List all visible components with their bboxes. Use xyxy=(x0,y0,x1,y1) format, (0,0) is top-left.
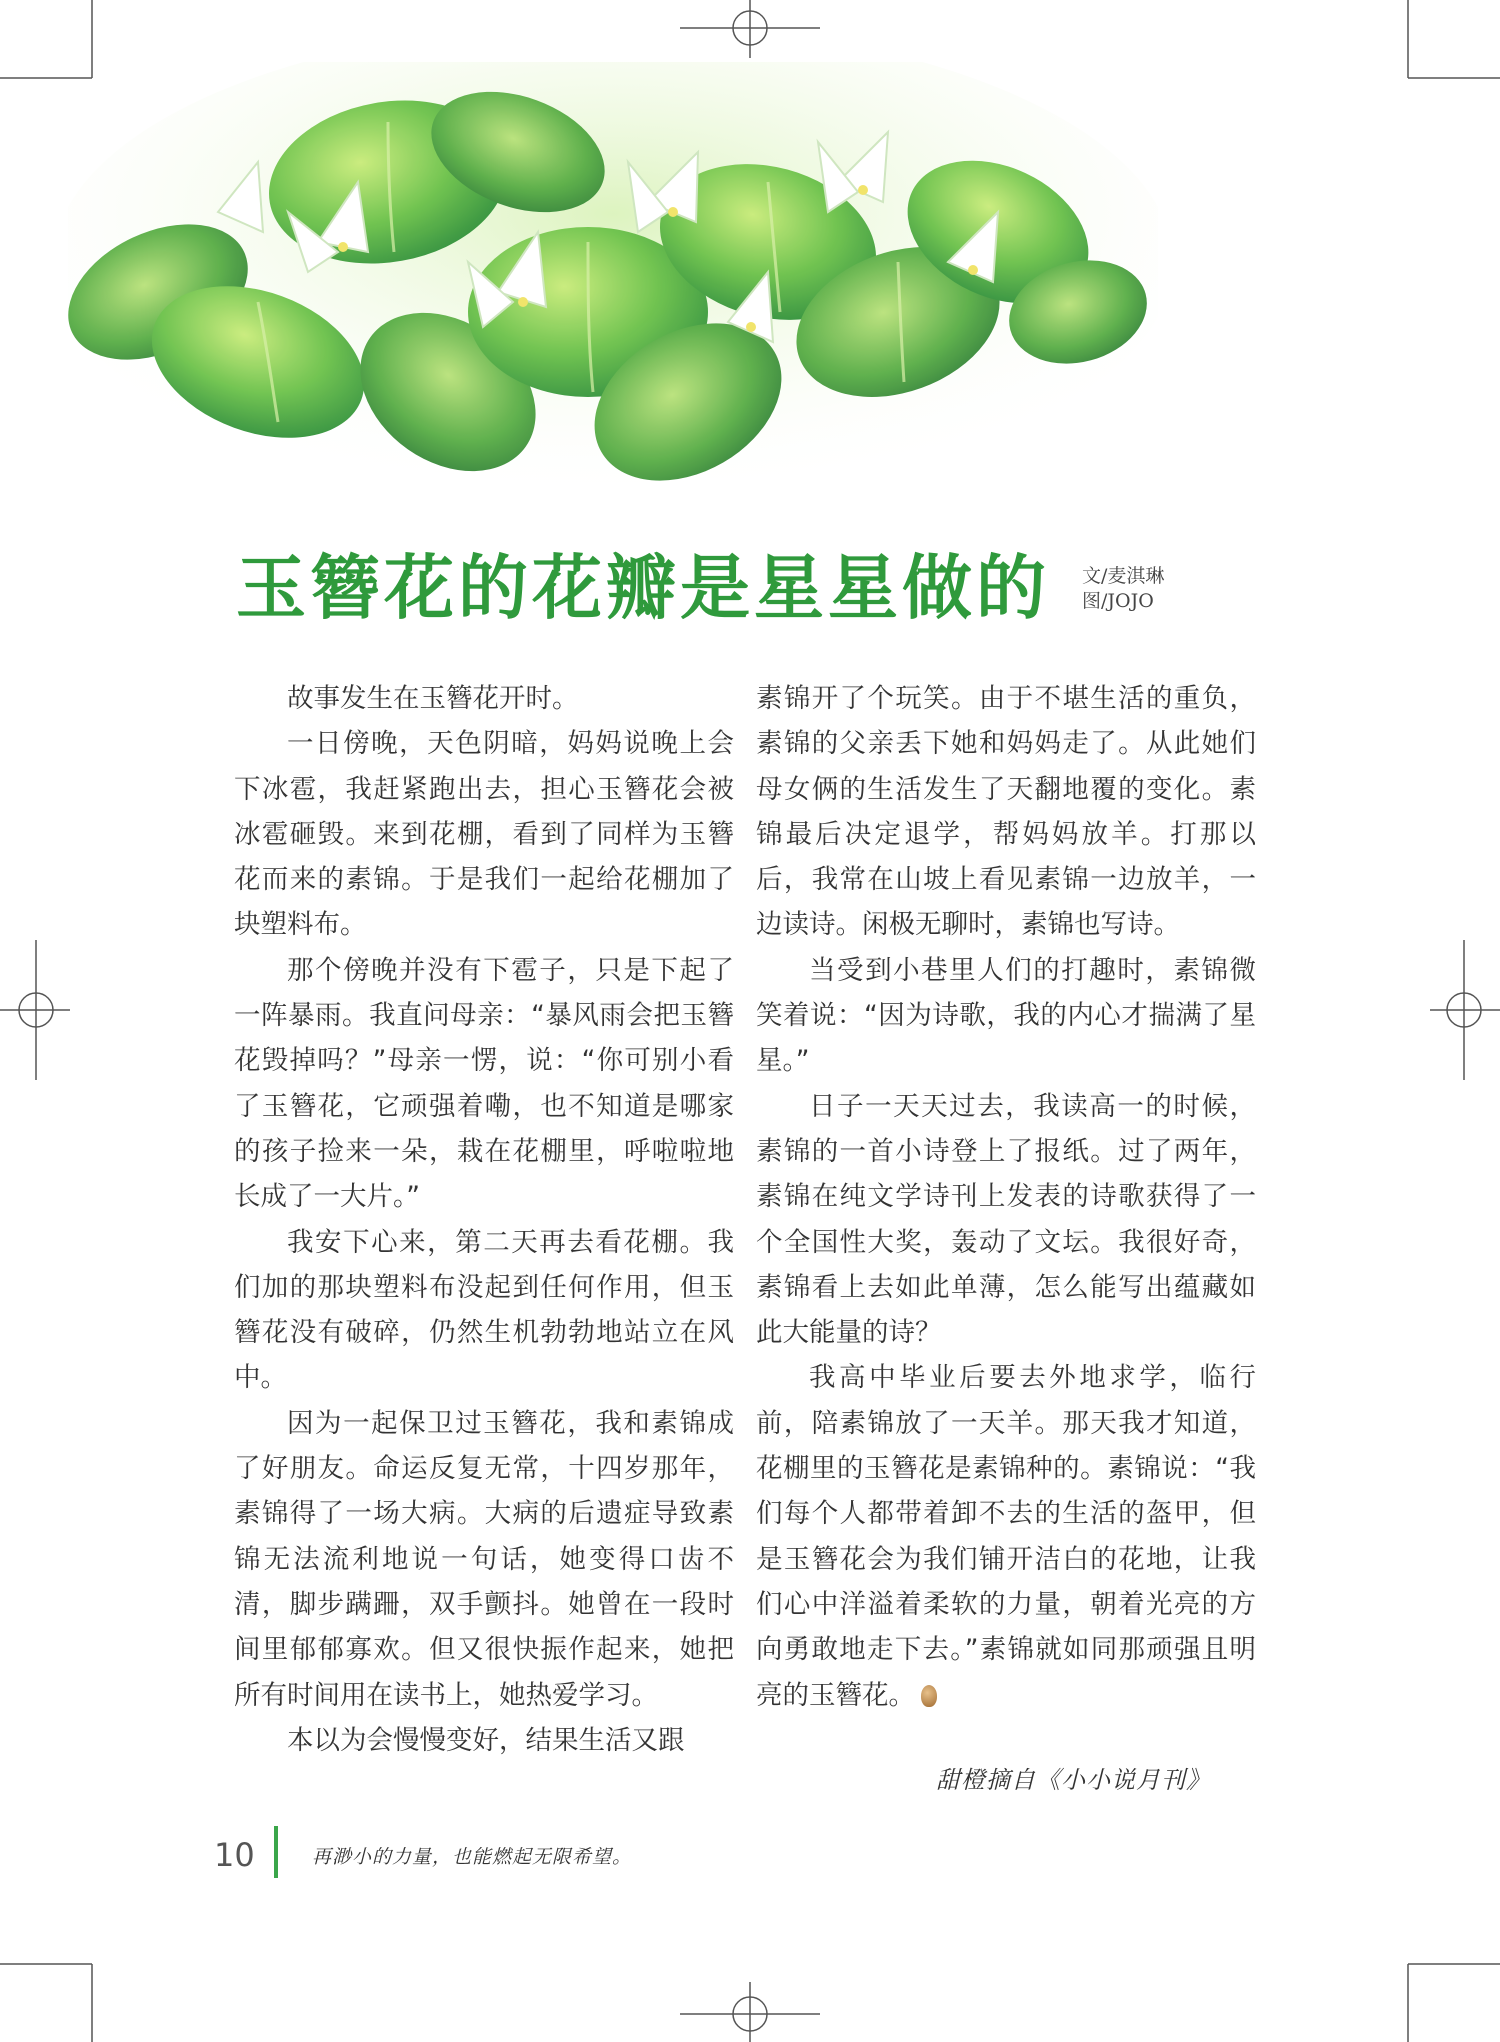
registration-mark-left xyxy=(0,940,70,1080)
final-paragraph-text: 我高中毕业后要去外地求学，临行前，陪素锦放了一天羊。那天我才知道，花棚里的玉簪花是素锦种的。素锦说：“我们每个人都带着卸不去的生活的盔甲，但是玉簪花会为我们铺开洁白的花地，让我们心中洋溢着柔软的力量，朝着光亮的方向勇敢地走下去。”素锦就如同那顽强且明亮的玉簪花。 xyxy=(756,1362,1256,1711)
paragraph: 日子一天天过去，我读高一的时候，素锦的一首小诗登上了报纸。过了两年，素锦在纯文学诗刊上发表的诗歌获得了一个全国性大奖，轰动了文坛。我很好奇，素锦看上去如此单薄，怎么能写出蕴藏如此大能量的诗？ xyxy=(756,1090,1256,1349)
paragraph: 当受到小巷里人们的打趣时，素锦微笑着说：“因为诗歌，我的内心才揣满了星星。” xyxy=(756,954,1256,1077)
paragraph-final xyxy=(756,1355,1256,1717)
illustrator-credit: 图/JOJO xyxy=(1082,590,1154,612)
crop-mark-top-right xyxy=(1400,0,1500,100)
title-block xyxy=(236,548,1186,628)
crop-mark-bottom-right xyxy=(1400,1942,1500,2042)
article-column-right xyxy=(756,676,1256,1718)
footer-motto: 再渺小的力量，也能燃起无限希望。 xyxy=(312,1846,633,1868)
source-credit: 甜橙摘自《小小说月刊》 xyxy=(936,1766,1211,1794)
registration-mark-top xyxy=(680,0,820,60)
paragraph: 那个傍晚并没有下雹子，只是下起了一阵暴雨。我直问母亲：“暴风雨会把玉簪花毁掉吗？”母亲一愣，说：“你可别小看了玉簪花，它顽强着嘞，也不知道是哪家的孩子捡来一朵，栽在花棚里，呼啦啦地长成了一大片。” xyxy=(234,954,734,1213)
article-column-left xyxy=(234,676,734,1763)
credits xyxy=(1082,564,1164,614)
crop-mark-bottom-left xyxy=(0,1942,100,2042)
footer-divider xyxy=(274,1826,278,1878)
paragraph: 我安下心来，第二天再去看花棚。我们加的那块塑料布没起到任何作用，但玉簪花没有破碎，仍然生机勃勃地站立在风中。 xyxy=(234,1226,734,1394)
hosta-watercolor-illustration xyxy=(68,62,1158,512)
paragraph: 素锦开了个玩笑。由于不堪生活的重负，素锦的父亲丢下她和妈妈走了。从此她们母女俩的生活发生了天翻地覆的变化。素锦最后决定退学，帮妈妈放羊。打那以后，我常在山坡上看见素锦一边放羊，一边读诗。闲极无聊时，素锦也写诗。 xyxy=(756,683,1256,941)
page-number: 10 xyxy=(214,1836,255,1874)
registration-mark-bottom xyxy=(680,1982,820,2042)
article-title: 玉簪花的花瓣是星星做的 xyxy=(236,546,1050,629)
paragraph: 本以为会慢慢变好，结果生活又跟 xyxy=(287,1724,685,1756)
paragraph: 故事发生在玉簪花开时。 xyxy=(287,683,579,714)
acorn-end-mark-icon xyxy=(921,1685,937,1707)
paragraph: 因为一起保卫过玉簪花，我和素锦成了好朋友。命运反复无常，十四岁那年，素锦得了一场大病。大病的后遗症导致素锦无法流利地说一句话，她变得口齿不清，脚步蹒跚，双手颤抖。她曾在一段时间里郁郁寡欢。但又很快振作起来，她把所有时间用在读书上，她热爱学习。 xyxy=(234,1407,734,1711)
paragraph: 一日傍晚，天色阴暗，妈妈说晚上会下冰雹，我赶紧跑出去，担心玉簪花会被冰雹砸毁。来到花棚，看到了同样为玉簪花而来的素锦。于是我们一起给花棚加了块塑料布。 xyxy=(234,728,734,941)
author-credit: 文/麦淇琳 xyxy=(1082,565,1165,587)
registration-mark-right xyxy=(1430,940,1500,1080)
